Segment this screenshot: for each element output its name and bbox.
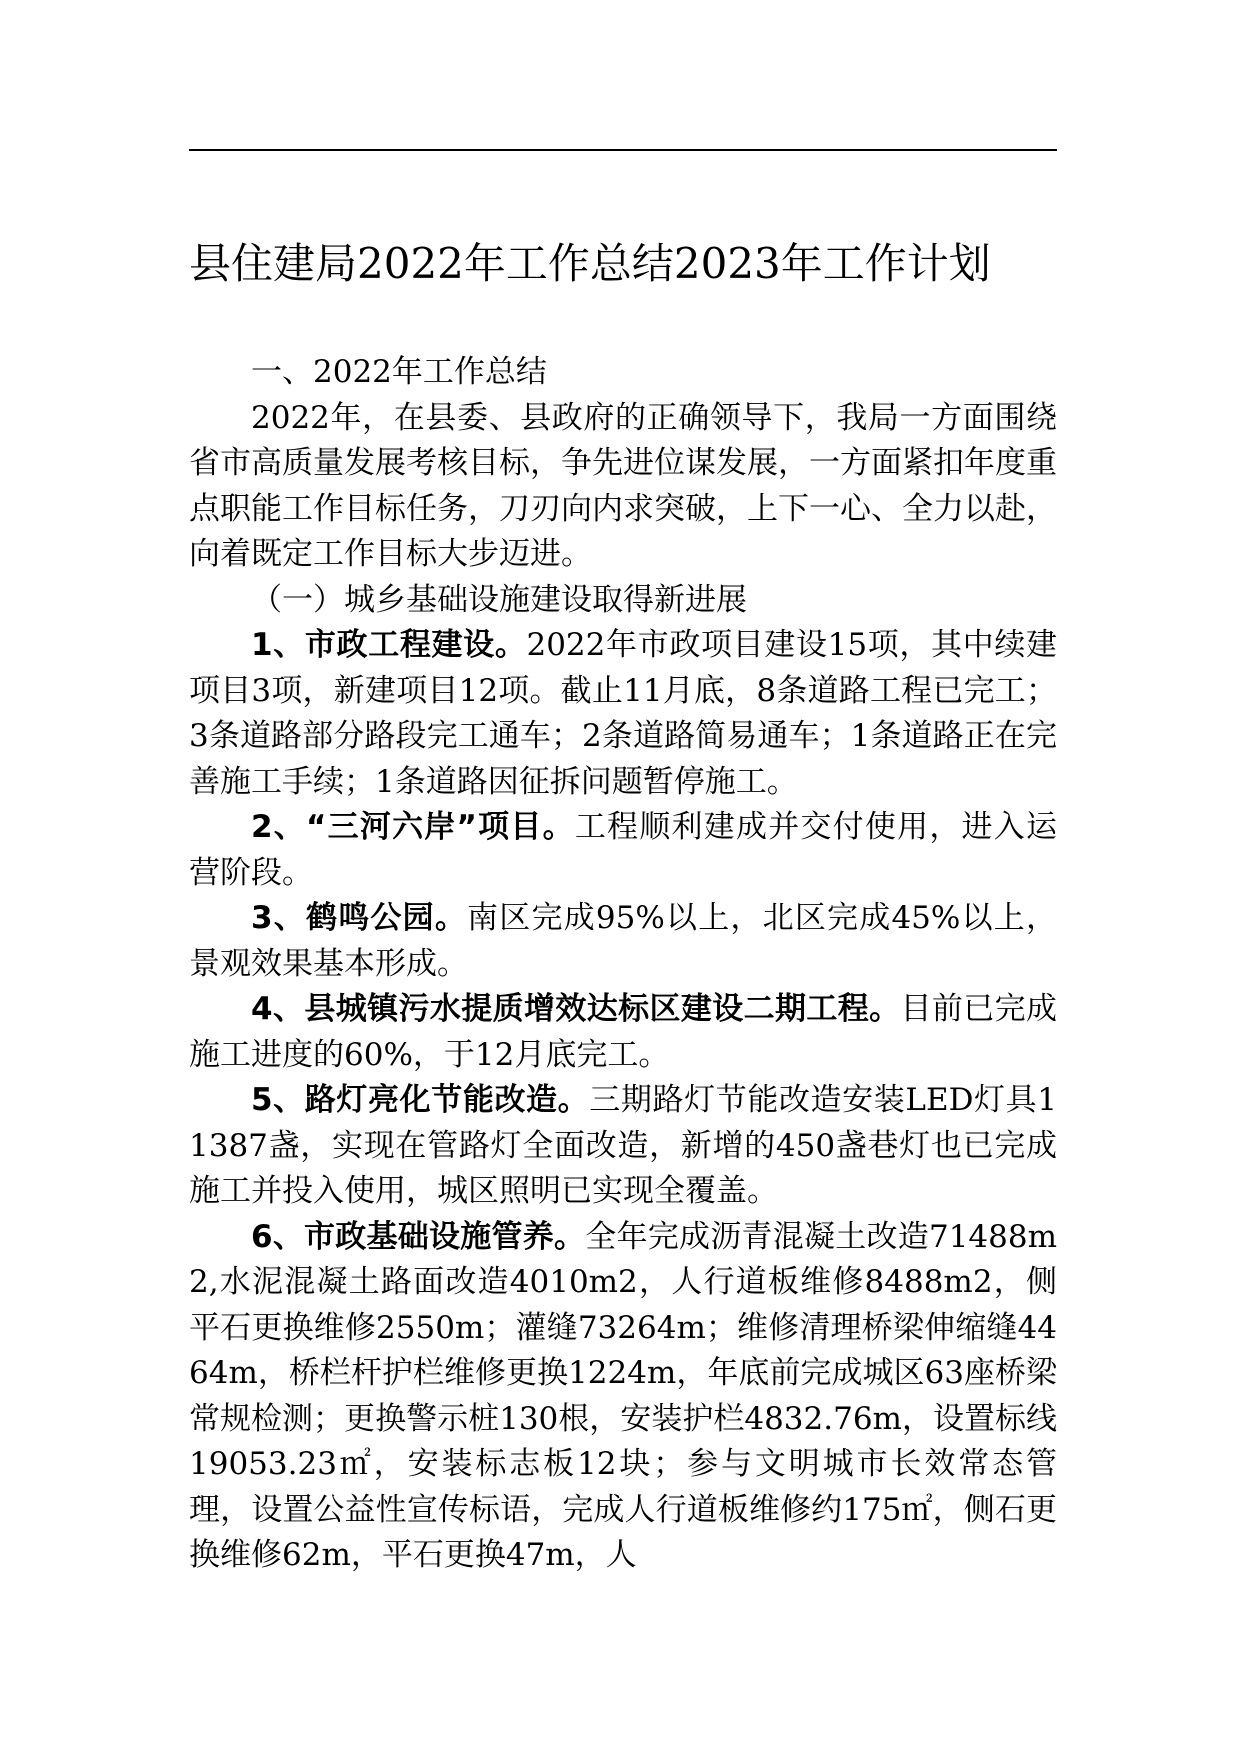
item-text: 全年完成沥青混凝土改造71488m2,水泥混凝土路面改造4010m2，人行道板维修8488m2，侧平石更换维修2550m；灌缝73264m；维修清理桥梁伸缩缝4464m，桥栏杆护栏维修更换1224m，年底前完成城区63座桥梁常规检测；更换警示桩130根，安装护栏4832.76m，设置标线19053.23㎡，安装标志板12块；参与文明城市长效常态管理，设置公益性宣传标语，完成人行道板维修约175㎡，侧石更换维修62m，平石更换47m，人 [189, 1218, 1057, 1573]
item-lead: 6、市政基础设施管养。 [251, 1218, 586, 1255]
intro-paragraph: 2022年，在县委、县政府的正确领导下，我局一方面围绕省市高质量发展考核目标，争先进位谋发展，一方面紧扣年度重点职能工作目标任务，刀刃向内求突破，上下一心、全力以赴，向着既定工作目标大步迈进。 [189, 399, 1057, 572]
item-lead: 2、“三河六岸”项目。 [251, 809, 575, 845]
document-title: 县住建局2022年工作总结2023年工作计划 [189, 239, 991, 288]
item-paragraph [189, 623, 1057, 805]
item-lead: 4、县城镇污水提质增效达标区建设二期工程。 [251, 991, 901, 1027]
item-text: 工程顺利建成并交付使用，进入运营阶段。 [189, 809, 1058, 891]
item-lead: 3、鹤鸣公园。 [251, 900, 468, 936]
section-heading: 一、2022年工作总结 [251, 354, 547, 390]
subsection-heading: （一）城乡基础设施建设取得新进展 [251, 581, 747, 618]
item-paragraph [189, 805, 1057, 896]
item-text: 南区完成95%以上，北区完成45%以上，景观效果基本形成。 [189, 900, 1057, 982]
item-paragraph [189, 987, 1057, 1078]
item-lead: 1、市政工程建设。 [251, 627, 527, 663]
item-paragraph [189, 1215, 1057, 1579]
document-body [189, 350, 1057, 1579]
item-paragraph [189, 896, 1057, 987]
header-rule [189, 149, 1057, 151]
item-text: 三期路灯节能改造安装LED灯具11387盏，实现在管路灯全面改造，新增的450盏巷灯也已完成施工并投入使用，城区照明已实现全覆盖。 [189, 1082, 1057, 1209]
item-lead: 5、路灯亮化节能改造。 [251, 1082, 590, 1118]
item-text: 目前已完成施工进度的60%，于12月底完工。 [189, 991, 1057, 1073]
item-paragraph [189, 1078, 1057, 1215]
item-text: 2022年市政项目建设15项，其中续建项目3项，新建项目12项。截止11月底，8条道路工程已完工；3条道路部分路段完工通车；2条道路简易通车；1条道路正在完善施工手续；1条道路因征拆问题暂停施工。 [189, 627, 1057, 800]
